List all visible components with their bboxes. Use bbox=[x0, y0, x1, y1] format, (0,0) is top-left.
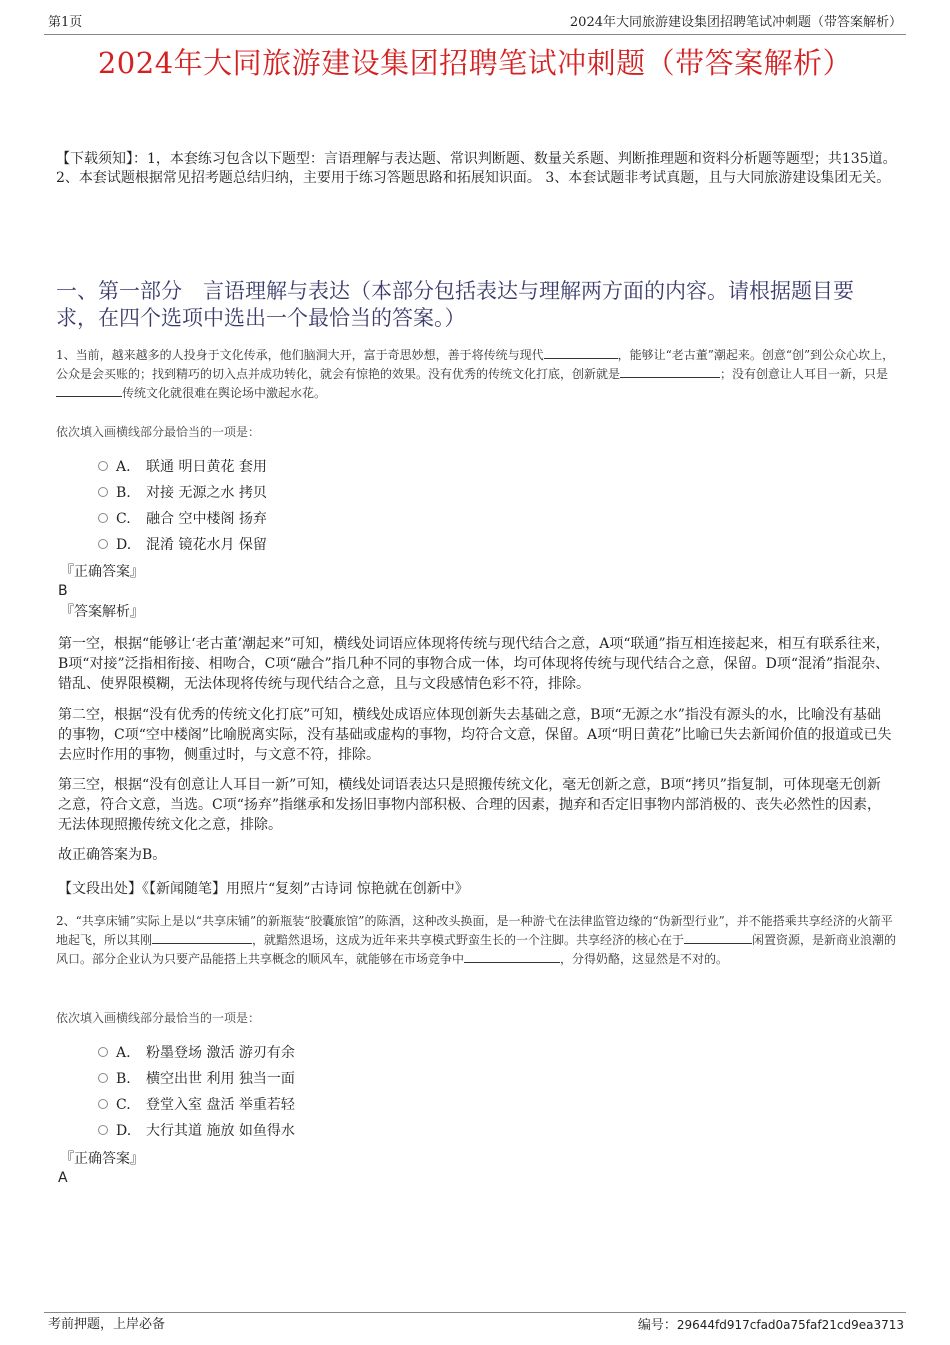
radio-icon[interactable] bbox=[98, 1125, 108, 1135]
question-1-analysis-tag: 『答案解析』 bbox=[60, 604, 144, 620]
question-2-option-b[interactable]: B. 横空出世 利用 独当一面 bbox=[98, 1070, 295, 1088]
blank-3 bbox=[464, 950, 560, 963]
question-1-source: 【文段出处】《【新闻随笔】用照片“复刻”古诗词 惊艳就在创新中》 bbox=[58, 881, 469, 897]
question-1-prompt: 依次填入画横线部分最恰当的一项是： bbox=[56, 425, 261, 439]
question-1-answer: B bbox=[58, 583, 68, 599]
radio-icon[interactable] bbox=[98, 1099, 108, 1109]
question-1-option-a[interactable]: A. 联通 明日黄花 套用 bbox=[98, 458, 267, 476]
question-2-text: 2、“共享床铺”实际上是以“共享床铺”的新瓶装“胶囊旅馆”的陈酒，这种改头换面，是一种游弋在法律监管边缘的“伪新型行业”，并不能搭乘共享经济的火箭平地起飞，所以其刚 ，就黯然退场，这成为近年来共享模式野蛮生长的一个注脚。共享经济的核心在于 闲置资源，是新商业浪潮的风口。部分企业认为只要产品能搭上共享概念的顺风车，就能够在市场竞争中 ，分得奶酪，这显然是不对的。 bbox=[56, 914, 897, 966]
page-title: 2024年大同旅游建设集团招聘笔试冲刺题（带答案解析） bbox=[97, 46, 853, 80]
question-2-option-d[interactable]: D. 大行其道 施放 如鱼得水 bbox=[98, 1122, 295, 1140]
blank-1 bbox=[544, 346, 618, 359]
blank-1 bbox=[152, 931, 252, 944]
header-doc-title: 2024年大同旅游建设集团招聘笔试冲刺题（带答案解析） bbox=[569, 15, 902, 30]
question-1-option-c[interactable]: C. 融合 空中楼阁 扬弃 bbox=[98, 510, 267, 528]
question-2-option-a[interactable]: A. 粉墨登场 激活 游刃有余 bbox=[98, 1044, 295, 1062]
question-2-answer-tag: 『正确答案』 bbox=[60, 1151, 144, 1167]
question-1-option-b[interactable]: B. 对接 无源之水 拷贝 bbox=[98, 484, 267, 502]
question-1-option-d[interactable]: D. 混淆 镜花水月 保留 bbox=[98, 536, 267, 554]
question-2-option-c[interactable]: C. 登堂入室 盘活 举重若轻 bbox=[98, 1096, 295, 1114]
analysis-paragraph-1: 第一空，根据“能够让‘老古董’潮起来”可知，横线处词语应体现将传统与现代结合之意，A项“联通”指互相连接起来，相互有联系往来，B项“对接”泛指相衔接、相吻合，C项“融合”指几种不同的事物合成一体，均可体现将传统与现代结合之意，保留。D项“混淆”指混杂、错乱、使界限模糊，无法体现将传统与现代结合之意，且与文段感情色彩不符，排除。 bbox=[58, 636, 890, 692]
document-code: 编号：29644fd917cfad0a75faf21cd9ea3713 bbox=[637, 1318, 904, 1333]
radio-icon[interactable] bbox=[98, 1047, 108, 1057]
blank-2 bbox=[620, 365, 720, 378]
radio-icon[interactable] bbox=[98, 487, 108, 497]
section-heading: 一、第一部分 言语理解与表达（本部分包括表达与理解两方面的内容。请根据题目要求，在四个选项中选出一个最恰当的答案。） bbox=[56, 279, 854, 330]
radio-icon[interactable] bbox=[98, 1073, 108, 1083]
analysis-paragraph-2: 第二空，根据“没有优秀的传统文化打底”可知，横线处成语应体现创新失去基础之意，B项“无源之水”指没有源头的水，比喻没有基础的事物，C项“空中楼阁”比喻脱离实际，没有基础或虚构的事物，均符合文意，保留。A项“明日黄花”比喻已失去新闻价值的报道或已失去应时作用的事物，侧重过时，与文意不符，排除。 bbox=[58, 707, 892, 763]
analysis-conclusion: 故正确答案为B。 bbox=[58, 847, 167, 863]
footer-slogan: 考前押题，上岸必备 bbox=[48, 1317, 166, 1332]
radio-icon[interactable] bbox=[98, 513, 108, 523]
question-2-prompt: 依次填入画横线部分最恰当的一项是： bbox=[56, 1011, 261, 1025]
page-footer bbox=[44, 1312, 906, 1333]
radio-icon[interactable] bbox=[98, 539, 108, 549]
question-2-answer: A bbox=[58, 1170, 68, 1186]
analysis-paragraph-3: 第三空，根据“没有创意让人耳目一新”可知，横线处词语表达只是照搬传统文化，毫无创新之意，B项“拷贝”指复制，可体现毫无创新之意，符合文意，当选。C项“扬弃”指继承和发扬旧事物内部积极、合理的因素，抛弃和否定旧事物内部消极的、丧失必然性的因素，无法体现照搬传统文化之意，排除。 bbox=[58, 777, 882, 833]
page-number-label: 第1页 bbox=[48, 15, 83, 30]
blank-3 bbox=[56, 384, 122, 397]
blank-2 bbox=[684, 931, 752, 944]
question-1-answer-tag: 『正确答案』 bbox=[60, 564, 144, 580]
radio-icon[interactable] bbox=[98, 461, 108, 471]
page-header bbox=[44, 14, 906, 35]
question-1-text: 1、当前，越来越多的人投身于文化传承，他们脑洞大开，富于奇思妙想，善于将传统与现代 ，能够让“老古董”潮起来。创意“创”到公众心坎上，公众是会买账的；找到精巧的切入点并成功转化，就会有惊艳的效果。没有优秀的传统文化打底，创新就是 ；没有创意让人耳目一新，只是传统文化就很难在舆论场中激起水花。 bbox=[56, 348, 895, 400]
download-notice: 【下载须知】：1，本套练习包含以下题型：言语理解与表达题、常识判断题、数量关系题、判断推理题和资料分析题等题型；共135道。 2、本套试题根据常见招考题总结归纳，主要用于练习答题思路和拓展知识面。 3、本套试题非考试真题，且与大同旅游建设集团无关。 bbox=[56, 151, 897, 186]
